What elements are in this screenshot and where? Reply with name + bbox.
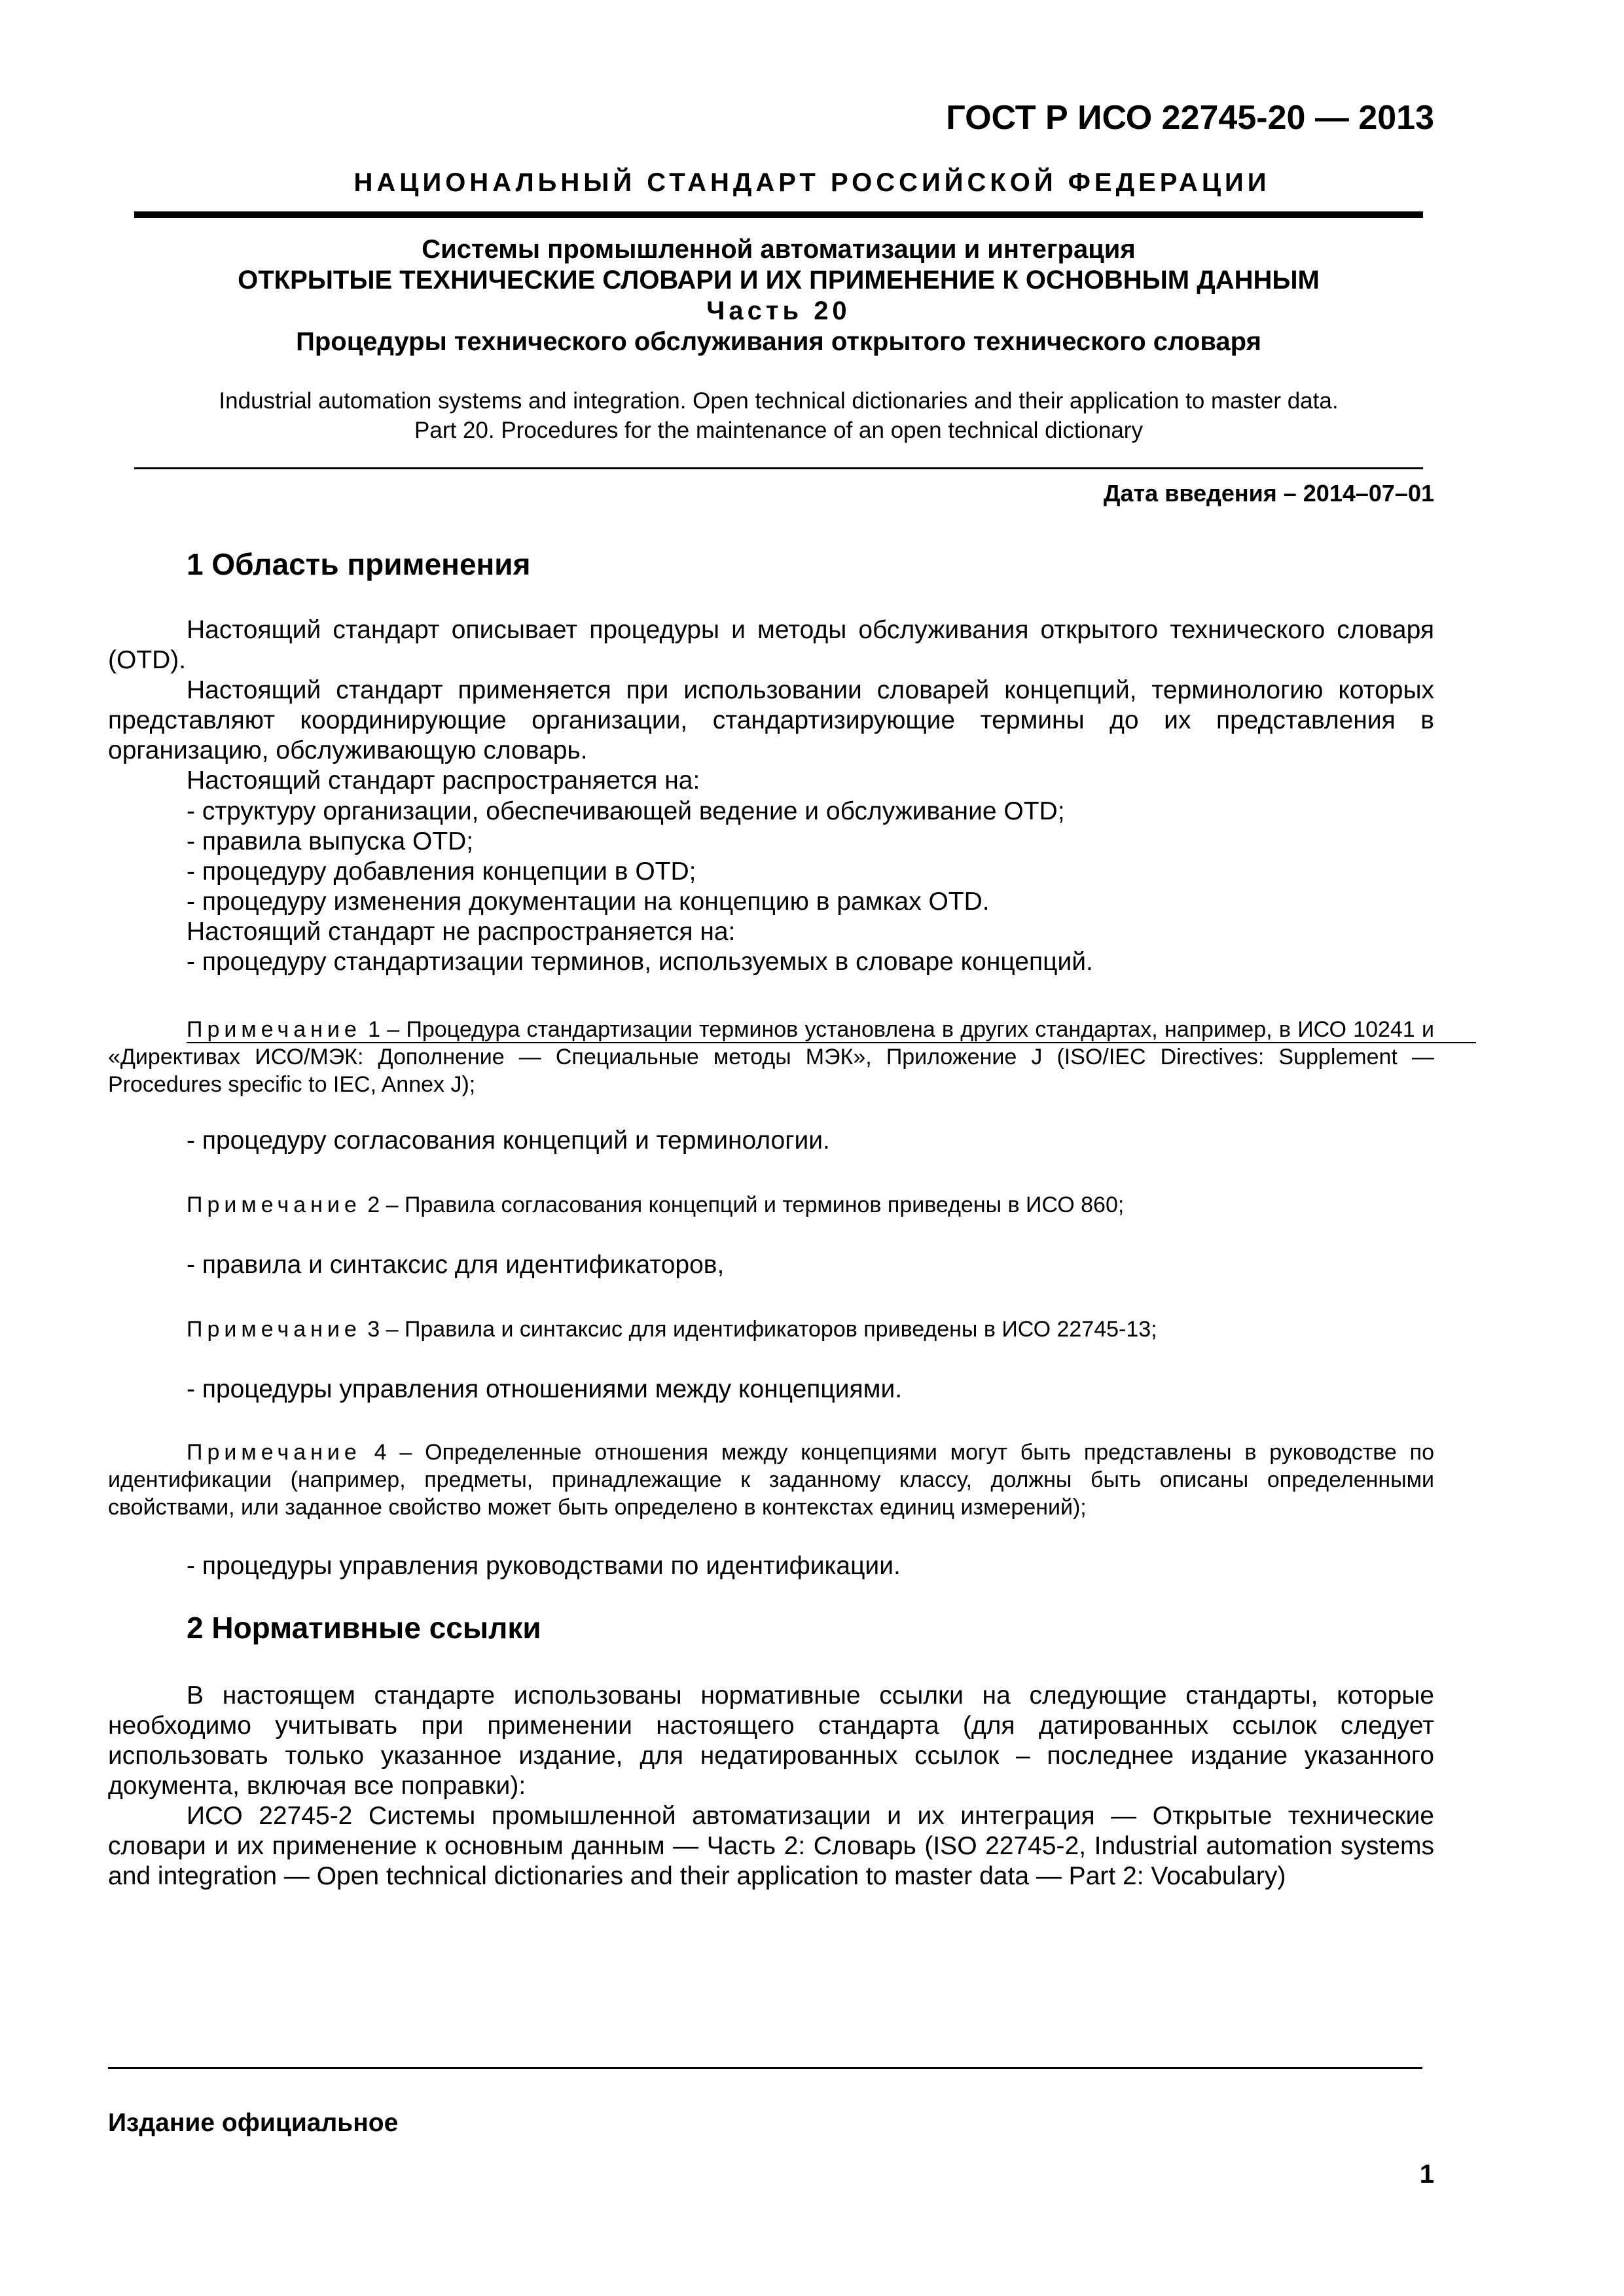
list-item: - процедуры управления руководствами по идентификации. <box>187 1552 901 1580</box>
section-2-paragraph-1: В настоящем стандарте использованы нормативные ссылки на следующие стандарты, которые необходимо учитывать при применении настоящего стандарта (для датированных ссылок следует использовать только указанное издание, для недатированных ссылок – последнее издание указанного документа, включая все поправки): <box>108 1681 1434 1800</box>
title-line-2: ОТКРЫТЫЕ ТЕХНИЧЕСКИЕ СЛОВАРИ И ИХ ПРИМЕНЕНИЕ К ОСНОВНЫМ ДАННЫМ <box>238 266 1320 295</box>
introduction-date: Дата введения – 2014–07–01 <box>1103 480 1434 507</box>
title-part: Часть 20 <box>706 296 851 325</box>
thick-divider <box>134 211 1423 218</box>
official-edition: Издание официальное <box>108 2109 399 2137</box>
note-label: Примечание <box>187 1193 361 1217</box>
note-2-text: 2 – Правила согласования концепций и терминов приведены в ИСО 860; <box>361 1193 1125 1217</box>
title-line-1: Системы промышленной автоматизации и интеграция <box>422 235 1136 264</box>
note-2 <box>108 1191 1434 1219</box>
list-item: - процедуры управления отношениями между концепциями. <box>187 1375 903 1403</box>
english-title <box>134 386 1423 445</box>
list-item: - процедуру согласования концепций и терминологии. <box>187 1126 830 1155</box>
section-1-heading: 1 Область применения <box>187 547 531 581</box>
note-label: Примечание <box>187 1440 361 1465</box>
list-item: - процедуру изменения документации на концепцию в рамках OTD. <box>187 888 990 916</box>
thin-divider <box>134 467 1423 469</box>
note-4 <box>108 1439 1434 1521</box>
list-item: - правила и синтаксис для идентификаторов, <box>187 1251 725 1279</box>
not-applies-intro: Настоящий стандарт не распространяется на: <box>187 918 736 946</box>
note-1 <box>108 1016 1434 1098</box>
national-standard-heading: НАЦИОНАЛЬНЫЙ СТАНДАРТ РОССИЙСКОЙ ФЕДЕРАЦИИ <box>353 168 1271 197</box>
section-1-body <box>108 615 1434 796</box>
section-1-paragraph-1: Настоящий стандарт описывает процедуры и методы обслуживания открытого технического словаря (OTD). <box>108 616 1434 674</box>
section-2-paragraph-2: ИСО 22745-2 Системы промышленной автоматизации и их интеграция — Открытые технические словари и их применение к основным данным — Часть 2: Словарь (ISO 22745-2, Industrial automation systems and integration — Open technical dictionaries and their application to master data — Part 2: Vocabulary) <box>108 1802 1434 1890</box>
note-3-text: 3 – Правила и синтаксис для идентификаторов приведены в ИСО 22745-13; <box>361 1317 1157 1342</box>
english-title-line-1: Industrial automation systems and integration. Open technical dictionaries and their application to master data. <box>219 388 1339 414</box>
title-line-4: Процедуры технического обслуживания открытого технического словаря <box>296 327 1261 356</box>
footer-divider <box>108 2067 1422 2069</box>
list-item: - процедуру стандартизации терминов, используемых в словаре концепций. <box>187 948 1093 976</box>
list-item: - процедуру добавления концепции в OTD; <box>187 857 696 886</box>
note-label: Примечание <box>187 1017 361 1042</box>
note-4-text: 4 – Определенные отношения между концепциями могут быть представлены в руководстве по идентификации (например, предметы, принадлежащие к заданному классу, должны быть описаны определенными свойствами, или заданное свойство может быть определено в контекстах единиц измерений); <box>108 1440 1434 1520</box>
note-strike-line <box>187 1042 1476 1043</box>
section-1-paragraph-2: Настоящий стандарт применяется при использовании словарей концепций, терминологию которых представляют координирующие организации, стандартизирующие термины до их представления в организацию, обслуживающую словарь. <box>108 676 1434 764</box>
note-label: Примечание <box>187 1317 361 1342</box>
note-1-text: 1 – Процедура стандартизации терминов установлена в других стандартах, например, в ИСО 10241 и «Директивах ИСО/МЭК: Дополнение — Специальные методы МЭК», Приложение J (ISO/IEC Directives: Supplement — Procedures specific to IEC, Annex J); <box>108 1017 1434 1097</box>
document-code: ГОСТ Р ИСО 22745-20 — 2013 <box>946 99 1434 137</box>
section-1-paragraph-3: Настоящий стандарт распространяется на: <box>187 766 700 795</box>
list-item: - структуру организации, обеспечивающей ведение и обслуживание OTD; <box>187 797 1065 825</box>
title-block <box>134 234 1423 357</box>
section-2-body <box>108 1681 1434 1892</box>
english-title-line-2: Part 20. Procedures for the maintenance of an open technical dictionary <box>414 418 1143 443</box>
list-item: - правила выпуска OTD; <box>187 827 474 855</box>
section-2-heading: 2 Нормативные ссылки <box>187 1611 541 1645</box>
page-number: 1 <box>1419 2160 1434 2189</box>
note-3 <box>108 1316 1434 1343</box>
